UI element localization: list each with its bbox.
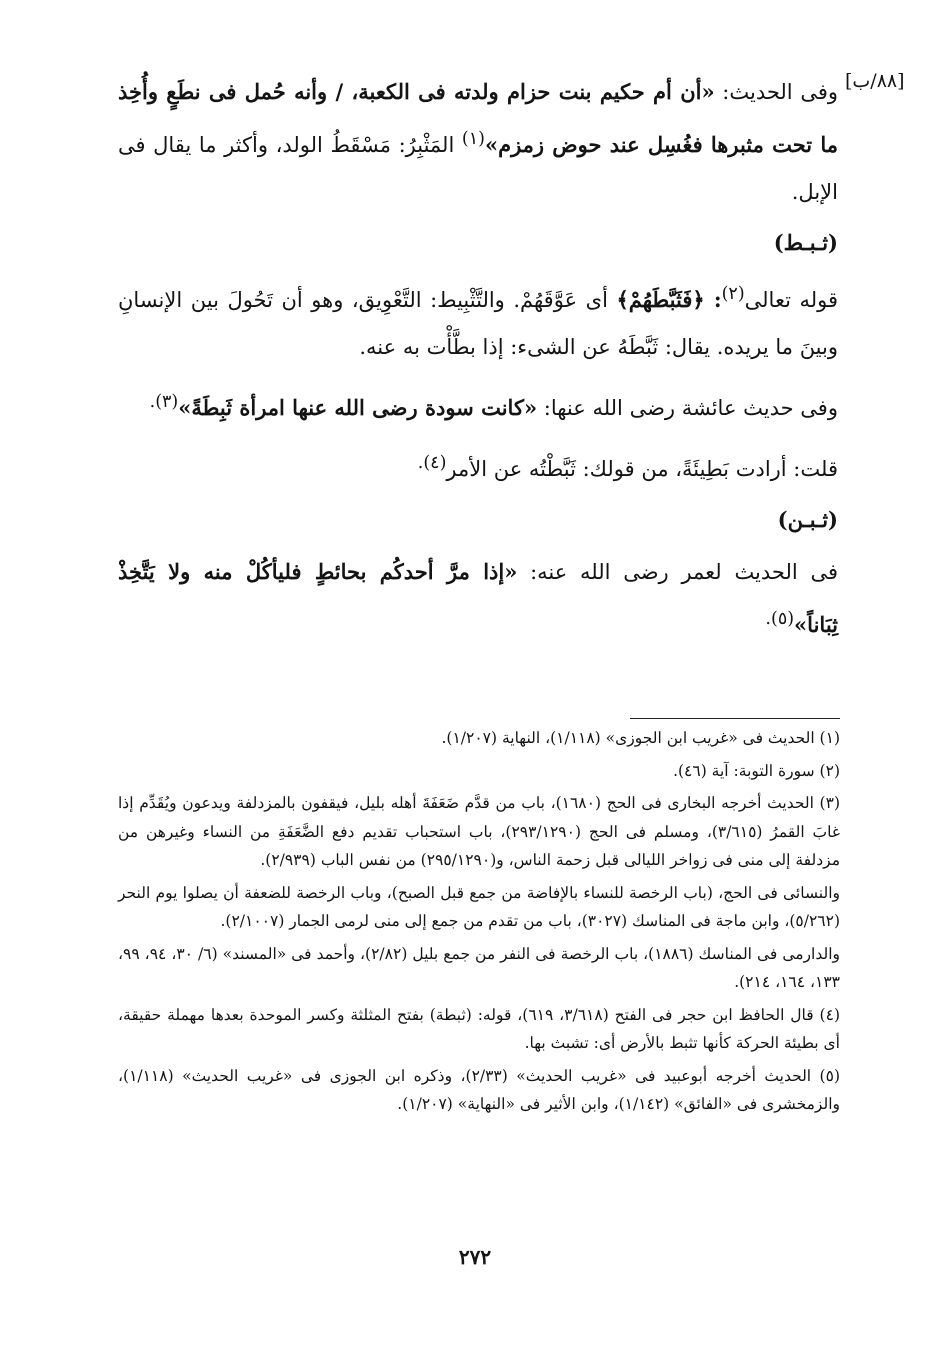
paragraph-commentary [118, 440, 838, 493]
entry-heading-thabata: (ثـبـط) [773, 230, 838, 255]
hadith-quote: «أن أم حكيم بنت حزام ولدته فى الكعبة، / وأنه حُمل فى نطَعٍ وأُخِذ ما تحت مثبرها فغُسِل عند حوض زمزم» [118, 79, 838, 157]
footnote-1: (١) الحديث فى «غريب ابن الجوزى» (١/١١٨)، النهاية (١/٢٠٧). [441, 729, 840, 747]
hadith-quote: «كانت سودة رضى الله عنها امرأة ثَبِطَةً» [178, 395, 538, 420]
paragraph-tail: أى عَوَّقَهُمْ. والتَّثْبِيط: التَّعْوِيق، وهو أن تَحُولَ بين الإنسانِ وبينَ ما يريده. يقال: ثَبَّطَهُ عن الشىء: إذا بطَّأْت به عنه. [118, 288, 838, 359]
paragraph-hadith-aisha [118, 379, 838, 432]
footnote-ref-1[interactable]: (١) [461, 129, 485, 149]
paragraph-hadith-umm-hakim [118, 68, 838, 216]
footnote-3-continued-nasai: والنسائى فى الحج، (باب الرخصة للنساء بالإفاضة من جمع قبل الصبح)، وباب الرخصة للضعفة أن يصلوا يوم النحر (٥/٢٦٢)، وابن ماجة فى المناسك (٣٠٢٧)، باب من تقدم من جمع إلى منى لرمى الجمار (٢/١٠٠٧). [118, 883, 840, 930]
hadith-quote: «إذا مرَّ أحدكُم بحائطٍ فليأكُلْ منه ولا يَتَّخِذْ ثِبَاناً» [118, 559, 838, 637]
main-text [118, 68, 838, 649]
footnote-3-continued-darimi: والدارمى فى المناسك (١٨٨٦)، باب الرخصة فى النفر من جمع بليل (٢/٨٢)، وأحمد فى «المسند» (٦/ ٣٠، ٩٤، ٩٩، ١٣٣، ١٦٤، ٢١٤). [118, 944, 840, 991]
footnote-ref-3[interactable]: (٣). [149, 392, 179, 412]
footnote-2: (٢) سورة التوبة: آية (٤٦). [673, 761, 840, 780]
footnote-ref-5[interactable]: (٥). [765, 609, 795, 629]
footnote-ref-4[interactable]: (٤). [417, 453, 447, 473]
footnote-separator [630, 718, 840, 719]
paragraph-lead: وفى الحديث: [714, 80, 839, 104]
paragraph-quran-verse [118, 271, 838, 371]
paragraph-lead: وفى حديث عائشة رضى الله عنها: [537, 396, 838, 420]
footnote-4: (٤) قال الحافظ ابن حجر فى الفتح (٣/٦١٨، ٦١٩)، قوله: (ثبطة) بفتح المثلثة وكسر الموحدة بعدها مهملة حقيقة، أى بطيئة الحركة كأنها تثبط بالأرض أى: تشبث بها. [118, 1005, 840, 1052]
paragraph-hadith-umar [118, 548, 838, 649]
paragraph-text: قلت: أرادت بَطِيئَةً، من قولك: ثَبَّطْتُه عن الأمر [446, 457, 838, 481]
footnote-3: (٣) الحديث أخرجه البخارى فى الحج (١٦٨٠)، باب من قدَّم ضَعَفَةَ أهله بليل، فيقفون بالمزدلفة ويدعون ويُقَدِّم إذا غابَ القمرُ (٣/٦١٥)، ومسلم فى الحج (٢٩٣/١٢٩٠)، باب استحباب تقديم دفع الضَّعَفَةِ من النساء وغيرهن من مزدلفة إلى منى فى زواخر الليالى قبل زحمة الناس، و(٢٩٥/١٢٩٠) من نفس الباب (٢/٩٣٩). [118, 794, 840, 869]
page-number: ٢٧٢ [458, 1245, 492, 1269]
footnotes [118, 724, 840, 1123]
paragraph-lead: فى الحديث لعمر رضى الله عنه: [517, 560, 838, 584]
footnote-5: (٥) الحديث أخرجه أبوعبيد فى «غريب الحديث» (٢/٣٣)، وذكره ابن الجوزى فى «غريب الحديث» (١/١١٨)، والزمخشرى فى «الفائق» (١/١٤٢)، وابن الأثير فى «النهاية» (١/٢٠٧). [118, 1066, 840, 1113]
paragraph-lead: قوله تعالى [744, 288, 839, 312]
entry-heading-thaban: (ثـبـن) [777, 507, 838, 532]
paragraph-tail: المَثْبِرُ: مَسْقَطُ الولد، وأكثر ما يقال فى الإبل. [118, 133, 838, 204]
footnote-ref-2[interactable]: (٢) [721, 284, 745, 304]
quran-quote: : ﴿فَثَبَّطَهُمْ﴾ [616, 287, 722, 312]
manuscript-folio-note: [٨٨/ب] [845, 70, 905, 92]
